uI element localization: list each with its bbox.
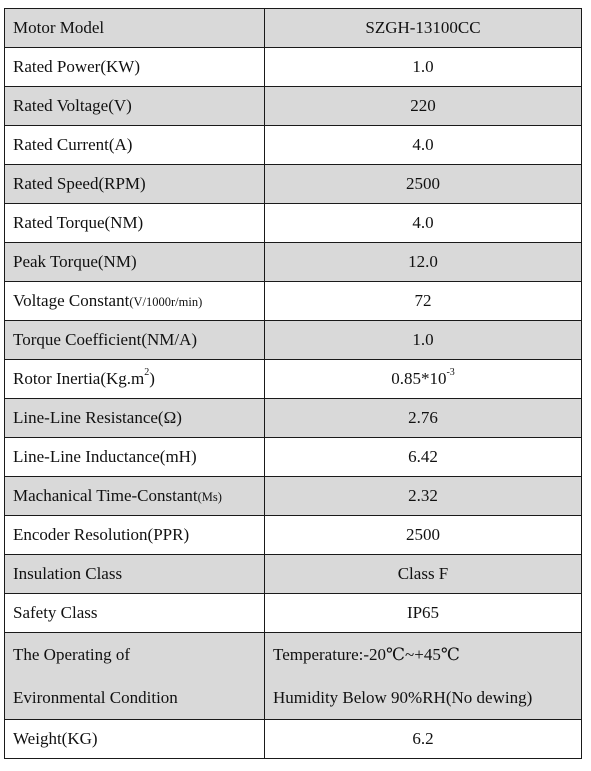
insulation-class-label: Insulation Class: [5, 555, 265, 594]
motor-spec-table: [4, 8, 582, 759]
torque-coefficient-label: Torque Coefficient(NM/A): [5, 321, 265, 360]
encoder-resolution-value: 2500: [265, 516, 582, 555]
rated-torque-label: Rated Torque(NM): [5, 204, 265, 243]
table-row-weight: [5, 720, 582, 759]
line-inductance-value: 6.42: [265, 438, 582, 477]
rotor-inertia-label: [5, 360, 265, 399]
rotor-inertia-text: Rotor Inertia(Kg.m: [13, 369, 145, 388]
encoder-resolution-label: Encoder Resolution(PPR): [5, 516, 265, 555]
mech-time-constant-text: Machanical Time-Constant: [13, 486, 198, 505]
operating-environment-temperature: Temperature:-20℃~+45℃: [273, 645, 460, 664]
peak-torque-label: Peak Torque(NM): [5, 243, 265, 282]
line-inductance-label: Line-Line Inductance(mH): [5, 438, 265, 477]
table-row-line-inductance: [5, 438, 582, 477]
operating-environment-humidity: Humidity Below 90%RH(No dewing): [273, 688, 533, 707]
safety-class-label: Safety Class: [5, 594, 265, 633]
motor-model-value: SZGH-13100CC: [265, 9, 582, 48]
table-row-rotor-inertia: [5, 360, 582, 399]
weight-value: 6.2: [265, 720, 582, 759]
rated-speed-value: 2500: [265, 165, 582, 204]
rated-speed-label: Rated Speed(RPM): [5, 165, 265, 204]
rotor-inertia-close: ): [149, 369, 155, 388]
peak-torque-value: 12.0: [265, 243, 582, 282]
table-row-operating-environment: [5, 633, 582, 720]
rated-power-label: Rated Power(KW): [5, 48, 265, 87]
rated-power-value: 1.0: [265, 48, 582, 87]
mech-time-constant-value: 2.32: [265, 477, 582, 516]
line-resistance-value: 2.76: [265, 399, 582, 438]
table-row-voltage-constant: [5, 282, 582, 321]
table-row-motor-model: [5, 9, 582, 48]
operating-environment-label-line1: The Operating of: [13, 645, 131, 664]
table-row-rated-voltage: [5, 87, 582, 126]
rotor-inertia-value-base: 0.85*10: [391, 369, 447, 388]
mech-time-constant-unit: (Ms): [197, 490, 222, 504]
rated-current-label: Rated Current(A): [5, 126, 265, 165]
rated-voltage-value: 220: [265, 87, 582, 126]
voltage-constant-text: Voltage Constant: [13, 291, 130, 310]
mech-time-constant-label: [5, 477, 265, 516]
rated-current-value: 4.0: [265, 126, 582, 165]
voltage-constant-unit: (V/1000r/min): [129, 295, 203, 309]
rated-torque-value: 4.0: [265, 204, 582, 243]
voltage-constant-value: 72: [265, 282, 582, 321]
table-row-rated-torque: [5, 204, 582, 243]
table-row-torque-coefficient: [5, 321, 582, 360]
table-row-rated-power: [5, 48, 582, 87]
rotor-inertia-value: [265, 360, 582, 399]
torque-coefficient-value: 1.0: [265, 321, 582, 360]
operating-environment-label-line2: Evironmental Condition: [13, 688, 178, 707]
rated-voltage-label: Rated Voltage(V): [5, 87, 265, 126]
safety-class-value: IP65: [265, 594, 582, 633]
table-row-safety-class: [5, 594, 582, 633]
table-row-insulation-class: [5, 555, 582, 594]
weight-label: Weight(KG): [5, 720, 265, 759]
table-row-peak-torque: [5, 243, 582, 282]
insulation-class-value: Class F: [265, 555, 582, 594]
table-row-encoder-resolution: [5, 516, 582, 555]
table-row-mech-time-constant: [5, 477, 582, 516]
table-row-line-resistance: [5, 399, 582, 438]
table-row-rated-speed: [5, 165, 582, 204]
operating-environment-value: [265, 633, 582, 720]
operating-environment-label: [5, 633, 265, 720]
rotor-inertia-value-exponent: -3: [446, 367, 455, 379]
table-row-rated-current: [5, 126, 582, 165]
motor-model-label: Motor Model: [5, 9, 265, 48]
voltage-constant-label: [5, 282, 265, 321]
line-resistance-label: Line-Line Resistance(Ω): [5, 399, 265, 438]
rotor-inertia-exponent: 2: [144, 367, 150, 379]
